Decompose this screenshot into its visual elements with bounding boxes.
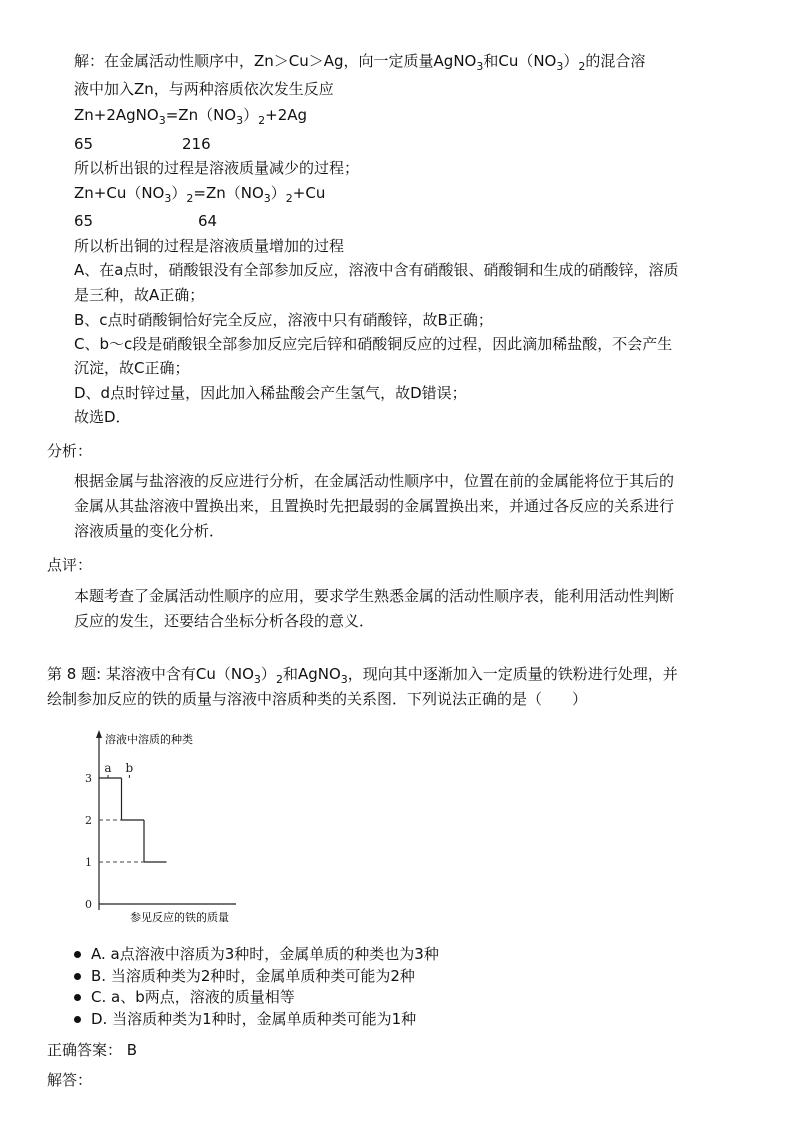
y-axis-label: 溶液中溶质的种类: [105, 733, 193, 746]
analysis-line-2: 金属从其盐溶液中置换出来，且置换时先把最弱的金属置换出来，并通过各反应的关系进行: [74, 497, 675, 515]
question-8-options: [74, 944, 439, 1030]
solution-line-2: 液中加入Zn，与两种溶质依次发生反应: [74, 80, 334, 98]
y-tick-label-2: 2: [85, 814, 92, 827]
option-d[interactable]: D. 当溶质种类为1种时，金属单质种类可能为1种: [74, 1009, 439, 1031]
mass-ratio-1: 65 216: [74, 135, 211, 153]
answer-value: B: [126, 1041, 138, 1059]
option-a[interactable]: A. a点溶液中溶质为3种时，金属单质的种类也为3种: [74, 944, 439, 966]
bullet-icon: [74, 973, 81, 980]
equation-2: $Zn+Cu(NO_3)_2=Zn(NO_3)_2+Cu$: [74, 184, 326, 205]
option-a-analysis-2: 是三种，故A正确；: [74, 286, 205, 304]
analysis-line-1: 根据金属与盐溶液的反应进行分析，在金属活动性顺序中，位置在前的金属能将位于其后的: [74, 472, 675, 490]
bullet-icon: [74, 994, 81, 1001]
solution-choice: 故选D．: [74, 408, 131, 426]
option-d-analysis: D、d点时锌过量，因此加入稀盐酸会产生氢气，故D错误；: [74, 384, 467, 402]
question-8-stem-line-2: 绘制参加反应的铁的质量与溶液中溶质种类的关系图．下列说法正确的是（ ）: [47, 690, 588, 708]
comment-line-2: 反应的发生，还要结合坐标分析各段的意义．: [74, 612, 375, 630]
y-tick-label-3: 3: [85, 772, 92, 785]
mass-ratio-2: 65 64: [74, 212, 218, 230]
point-label-a: a: [104, 761, 112, 775]
solute-types-chart: [86, 728, 256, 924]
option-c-analysis-1: C、b～c段是硝酸银全部参加反应完后锌和硝酸铜反应的过程，因此滴加稀盐酸，不会产生: [74, 335, 673, 353]
question-8-stem-line-1: 第 8 题: 某溶液中含有$Cu(NO_3)_2$和AgNO$_3$，现向其中逐渐加入一定质量的铁粉进行处理，并: [47, 665, 678, 686]
option-c-analysis-2: 沉淀，故C正确；: [74, 359, 190, 377]
analysis-heading: 分析：: [47, 442, 93, 460]
y-axis-arrow-icon: [96, 730, 102, 738]
y-tick-label-0: 0: [85, 898, 92, 911]
option-c[interactable]: C. a、b两点，溶液的质量相等: [74, 987, 439, 1009]
y-tick-label-1: 1: [85, 856, 92, 869]
equation-1: $Zn+2AgNO_3=Zn(NO_3)_2+2Ag$: [74, 106, 308, 127]
option-a-analysis-1: A、在a点时，硝酸银没有全部参加反应，溶液中含有硝酸银、硝酸铜和生成的硝酸锌，溶质: [74, 261, 679, 279]
comment-line-1: 本题考查了金属活动性顺序的应用，要求学生熟悉金属的活动性顺序表，能利用活动性判断: [74, 587, 675, 605]
chart-marks: [85, 761, 167, 911]
analysis-line-3: 溶液质量的变化分析．: [74, 522, 225, 540]
correct-answer: 正确答案： B: [47, 1041, 138, 1059]
point-label-b: b: [125, 761, 134, 775]
option-b-analysis: B、c点时硝酸铜恰好完全反应，溶液中只有硝酸锌，故B正确；: [74, 311, 493, 329]
bullet-icon: [74, 1016, 81, 1023]
explanation-heading: 解答：: [47, 1071, 93, 1089]
solution-line-1: 解：在金属活动性顺序中，Zn＞Cu＞Ag，向一定质量AgNO$_3$和$Cu(NO_3)_2$的混合溶: [74, 52, 646, 73]
comment-heading: 点评：: [47, 556, 93, 574]
copper-conclusion: 所以析出铜的过程是溶液质量增加的过程: [74, 237, 345, 255]
x-axis-label: 参见反应的铁的质量: [130, 911, 229, 924]
silver-conclusion: 所以析出银的过程是溶液质量减少的过程；: [74, 159, 360, 177]
bullet-icon: [74, 951, 81, 958]
option-b[interactable]: B. 当溶质种类为2种时，金属单质种类可能为2种: [74, 966, 439, 988]
